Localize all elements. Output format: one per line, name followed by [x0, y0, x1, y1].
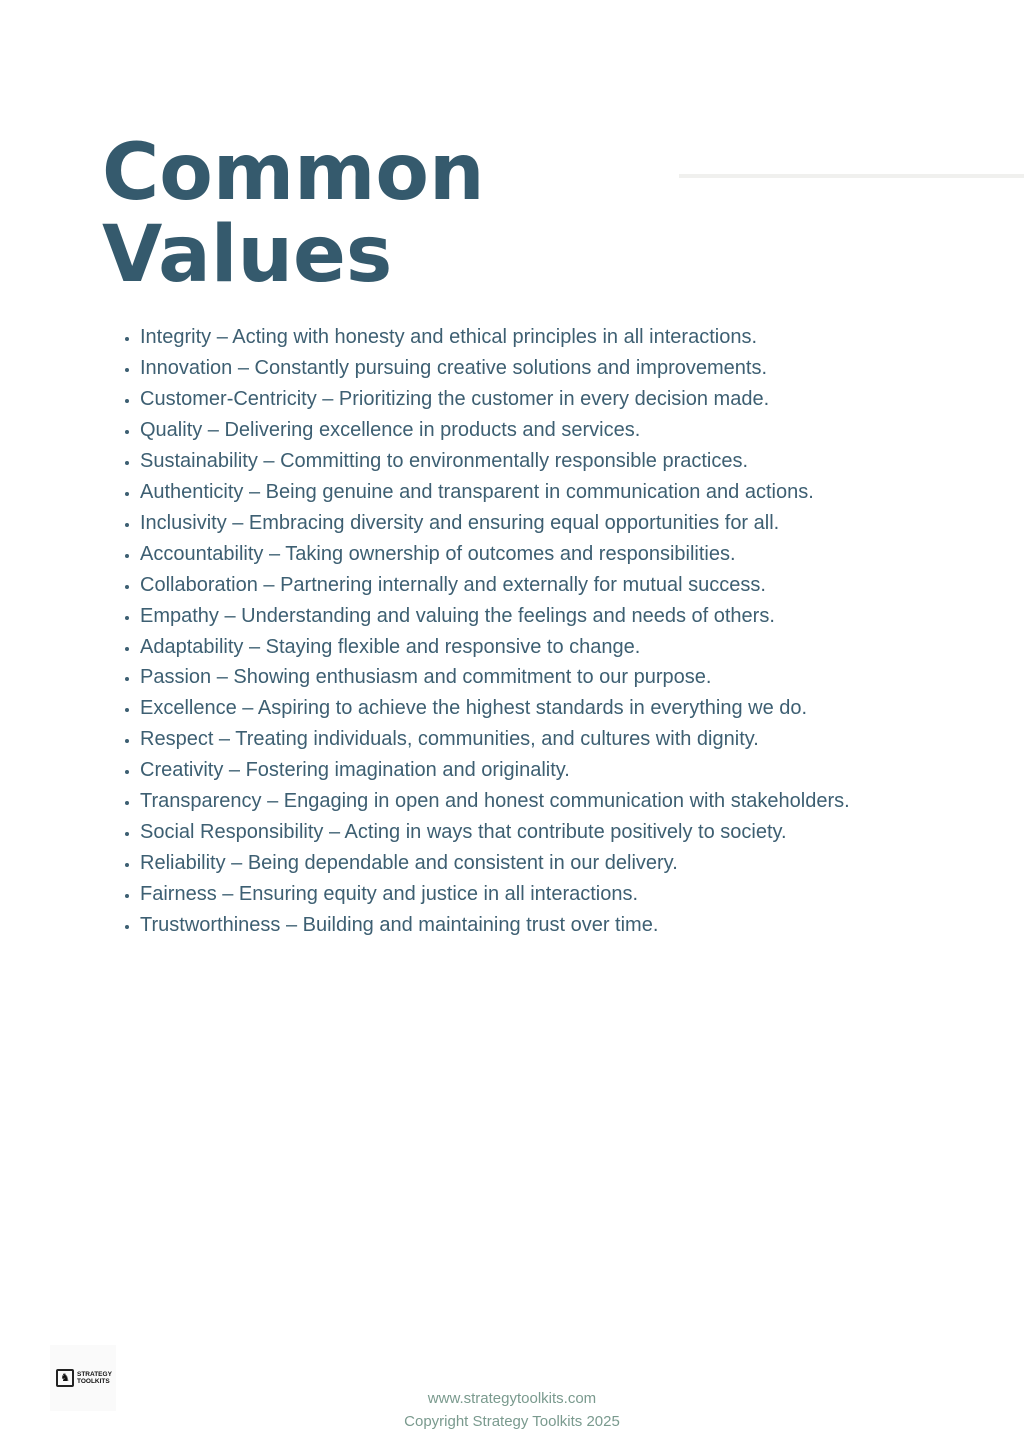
list-item: • Innovation – Constantly pursuing creative solutions and improvements.	[140, 353, 850, 384]
chess-knight-icon: ♞	[56, 1369, 74, 1387]
list-item: • Passion – Showing enthusiasm and commitment to our purpose.	[140, 662, 850, 693]
list-item: • Authenticity – Being genuine and transparent in communication and actions.	[140, 477, 850, 508]
footer-url: www.strategytoolkits.com	[427, 1390, 597, 1407]
list-item: • Inclusivity – Embracing diversity and ensuring equal opportunities for all.	[140, 508, 850, 539]
list-item: • Sustainability – Committing to environmentally responsible practices.	[140, 446, 850, 477]
list-item: • Transparency – Engaging in open and honest communication with stakeholders.	[140, 786, 850, 817]
footer-copyright: Copyright Strategy Toolkits 2025	[404, 1413, 620, 1430]
list-item: • Collaboration – Partnering internally and externally for mutual success.	[140, 570, 850, 601]
list-item: • Accountability – Taking ownership of outcomes and responsibilities.	[140, 539, 850, 570]
list-item: • Respect – Treating individuals, communities, and cultures with dignity.	[140, 724, 850, 755]
list-item: • Reliability – Being dependable and consistent in our delivery.	[140, 848, 850, 879]
page-title	[102, 128, 485, 300]
page-title-line-1: Common	[102, 128, 485, 218]
decorative-rule	[679, 174, 1024, 178]
logo-wordmark: STRATEGY TOOLKITS	[77, 1371, 112, 1385]
list-item: • Adaptability – Staying flexible and responsive to change.	[140, 632, 850, 663]
list-item: • Integrity – Acting with honesty and ethical principles in all interactions.	[140, 322, 850, 353]
values-list	[118, 322, 850, 941]
list-item: • Social Responsibility – Acting in ways that contribute positively to society.	[140, 817, 850, 848]
list-item: • Excellence – Aspiring to achieve the highest standards in everything we do.	[140, 693, 850, 724]
page-title-line-2: Values	[102, 210, 393, 300]
list-item: • Empathy – Understanding and valuing the feelings and needs of others.	[140, 601, 850, 632]
list-item: • Customer-Centricity – Prioritizing the customer in every decision made.	[140, 384, 850, 415]
list-item: • Trustworthiness – Building and maintaining trust over time.	[140, 910, 850, 941]
list-item: • Fairness – Ensuring equity and justice in all interactions.	[140, 879, 850, 910]
list-item: • Quality – Delivering excellence in products and services.	[140, 415, 850, 446]
list-item: • Creativity – Fostering imagination and originality.	[140, 755, 850, 786]
